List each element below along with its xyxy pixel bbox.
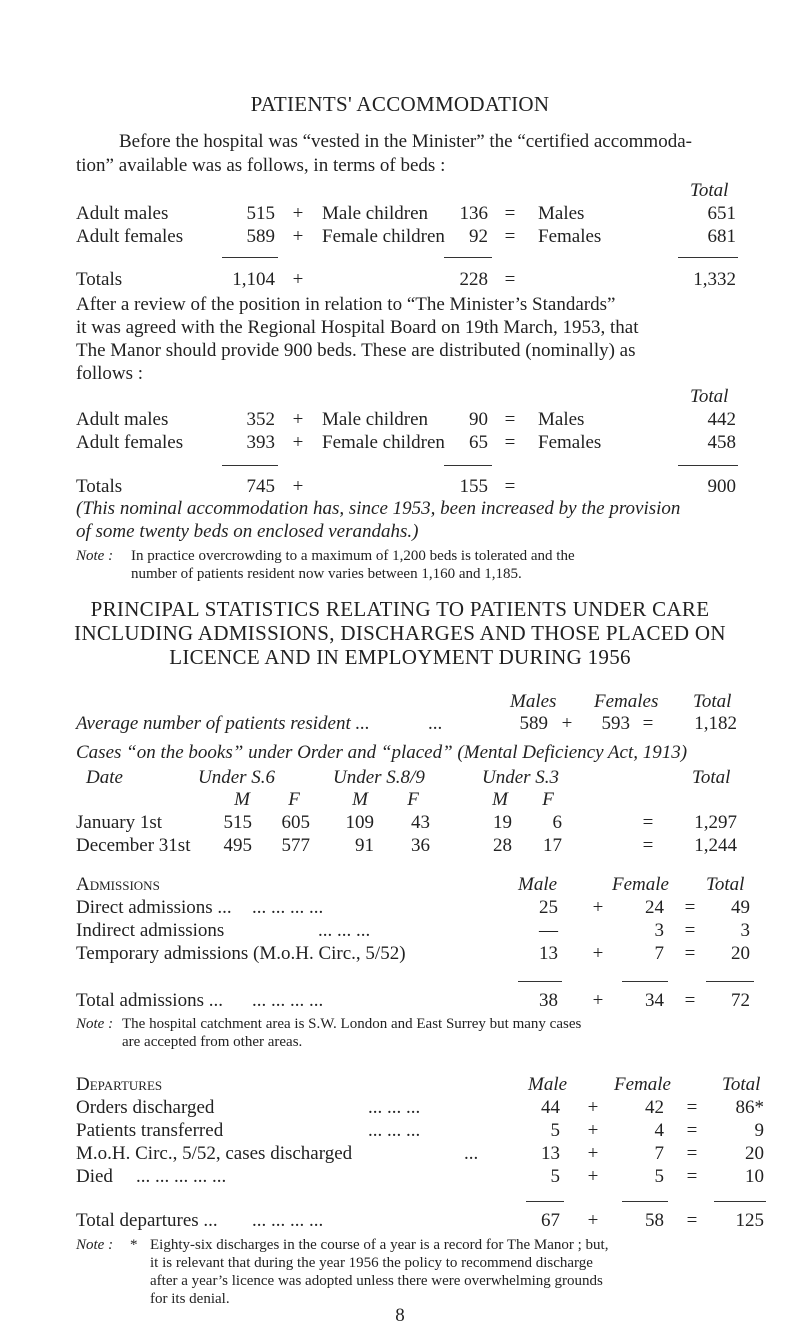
leader-dots: ... — [464, 1143, 479, 1164]
page-number: 8 — [395, 1305, 405, 1326]
s89-male: 91 — [355, 835, 374, 856]
total-cell: 1,297 — [694, 812, 737, 833]
female-total: 58 — [645, 1210, 664, 1231]
sex-label: Females — [538, 432, 602, 453]
note1-line-2: number of patients resident now varies between 1,160 and 1,185. — [131, 566, 522, 582]
review-line-2: it was agreed with the Regional Hospital Board on 19th March, 1953, that — [76, 317, 639, 338]
equals-sign: = — [504, 476, 516, 497]
sum-rule — [714, 1201, 766, 1202]
child-count: 136 — [459, 203, 488, 224]
total-header: Total — [693, 691, 732, 712]
s3-header: Under S.3 — [482, 767, 560, 788]
total-count: 442 — [707, 409, 736, 430]
sum-rule — [518, 981, 562, 982]
departures-note-line-3: after a year’s licence was adopted unless there were overwhelming grounds — [150, 1273, 603, 1289]
females-header: Females — [594, 691, 659, 712]
review-line-4: follows : — [76, 363, 144, 384]
review-line-1: After a review of the position in relation to “The Minister’s Standards” — [76, 294, 616, 315]
total-count: 20 — [731, 943, 750, 964]
female-count: 7 — [654, 1143, 664, 1164]
leader-dots: ... ... ... — [368, 1097, 421, 1118]
male-total: 67 — [541, 1210, 560, 1231]
equals-sign: = — [504, 226, 516, 247]
male-subheader: M — [492, 789, 508, 810]
child-label: Female children — [322, 226, 445, 247]
plus-sign: + — [292, 432, 304, 453]
female-subheader: F — [407, 789, 419, 810]
equals-sign: = — [684, 920, 696, 941]
row-label: Indirect admissions — [76, 920, 225, 941]
equals-sign: = — [686, 1166, 698, 1187]
section-heading-line-1: PRINCIPAL STATISTICS RELATING TO PATIENTS UNDER CARE — [90, 597, 710, 621]
female-count: 42 — [645, 1097, 664, 1118]
row-label: Adult males — [76, 203, 169, 224]
row-label: Adult females — [76, 432, 184, 453]
s6-male: 495 — [223, 835, 252, 856]
total-header: Total — [706, 874, 745, 895]
total-count: 9 — [754, 1120, 764, 1141]
adult-total: 745 — [246, 476, 275, 497]
equals-sign: = — [686, 1143, 698, 1164]
row-label: Patients transferred — [76, 1120, 224, 1141]
equals-sign: = — [686, 1120, 698, 1141]
plus-sign: + — [292, 226, 304, 247]
leader-dots: ... — [428, 713, 443, 734]
equals-sign: = — [684, 897, 696, 918]
note-label: Note : — [76, 1237, 114, 1253]
s6-header: Under S.6 — [198, 767, 276, 788]
equals-sign: = — [684, 943, 696, 964]
female-count: 5 — [654, 1166, 664, 1187]
female-header: Female — [612, 874, 669, 895]
nominal-note-line-1: (This nominal accommodation has, since 1953, been increased by the provision — [76, 498, 681, 519]
plus-sign: + — [592, 990, 604, 1011]
child-count: 90 — [469, 409, 488, 430]
plus-sign: + — [587, 1166, 599, 1187]
equals-sign: = — [504, 432, 516, 453]
female-count: 4 — [654, 1120, 664, 1141]
average-males: 589 — [519, 713, 548, 734]
total-count: 651 — [707, 203, 736, 224]
child-label: Male children — [322, 203, 429, 224]
total-count: 10 — [745, 1166, 764, 1187]
adult-count: 589 — [246, 226, 275, 247]
total-count: 681 — [707, 226, 736, 247]
sum-rule — [444, 257, 492, 258]
row-label: M.o.H. Circ., 5/52, cases discharged — [76, 1143, 353, 1164]
plus-sign: + — [592, 943, 604, 964]
s3-male: 28 — [493, 835, 512, 856]
average-females: 593 — [601, 713, 630, 734]
plus-sign: + — [292, 476, 304, 497]
equals-sign: = — [684, 990, 696, 1011]
sum-rule — [444, 465, 492, 466]
plus-sign: + — [292, 203, 304, 224]
equals-sign: = — [504, 203, 516, 224]
equals-sign: = — [686, 1210, 698, 1231]
section-heading-line-2: INCLUDING ADMISSIONS, DISCHARGES AND THOSE PLACED ON — [74, 621, 726, 645]
equals-sign: = — [504, 409, 516, 430]
plus-sign: + — [587, 1120, 599, 1141]
female-subheader: F — [542, 789, 554, 810]
sum-rule — [222, 257, 278, 258]
intro-line-1: Before the hospital was “vested in the Minister” the “certified accommoda- — [119, 131, 692, 152]
leader-dots: ... ... ... ... — [252, 897, 324, 918]
child-total: 228 — [459, 269, 488, 290]
row-label: Orders discharged — [76, 1097, 215, 1118]
grand-total: 1,332 — [693, 269, 736, 290]
s6-female: 577 — [281, 835, 310, 856]
leader-dots: ... ... ... ... — [252, 990, 324, 1011]
child-count: 92 — [469, 226, 488, 247]
date-header: Date — [86, 767, 123, 788]
female-total: 34 — [645, 990, 664, 1011]
note-label: Note : — [76, 1016, 114, 1032]
sex-label: Females — [538, 226, 602, 247]
totals-label: Totals — [76, 269, 123, 290]
table1-total-header: Total — [690, 180, 729, 201]
review-line-3: The Manor should provide 900 beds. These are distributed (nominally) as — [76, 340, 636, 361]
total-count: 458 — [707, 432, 736, 453]
plus-sign: + — [587, 1143, 599, 1164]
female-count: 24 — [645, 897, 664, 918]
total-cell: 1,244 — [694, 835, 737, 856]
male-subheader: M — [234, 789, 250, 810]
average-total: 1,182 — [694, 713, 737, 734]
note1-line-1: In practice overcrowding to a maximum of 1,200 beds is tolerated and the — [131, 548, 575, 564]
intro-line-2: tion” available was as follows, in terms of beds : — [76, 155, 446, 176]
equals-sign: = — [504, 269, 516, 290]
male-count: — — [539, 920, 558, 941]
leader-dots: ... ... ... — [318, 920, 371, 941]
s89-female: 43 — [411, 812, 430, 833]
departures-note-line-2: it is relevant that during the year 1956 the policy to recommend discharge — [150, 1255, 593, 1271]
section-heading-line-3: LICENCE AND IN EMPLOYMENT DURING 1956 — [169, 645, 631, 669]
total-count: 49 — [731, 897, 750, 918]
grand-total: 900 — [707, 476, 736, 497]
male-header: Male — [528, 1074, 568, 1095]
row-label: Adult males — [76, 409, 169, 430]
sex-label: Males — [538, 409, 585, 430]
departures-title: Departures — [76, 1074, 163, 1095]
total-label: Total admissions ... — [76, 990, 223, 1011]
total-header: Total — [692, 767, 731, 788]
equals-sign: = — [642, 713, 654, 734]
sum-rule — [706, 981, 754, 982]
male-count: 13 — [539, 943, 558, 964]
leader-dots: ... ... ... ... — [252, 1210, 324, 1231]
sum-rule — [678, 257, 738, 258]
male-count: 44 — [541, 1097, 560, 1118]
admissions-title: Admissions — [76, 874, 160, 895]
s6-male: 515 — [223, 812, 252, 833]
note-label: Note : — [76, 548, 114, 564]
equals-sign: = — [686, 1097, 698, 1118]
male-count: 5 — [550, 1120, 560, 1141]
total-count: 3 — [740, 920, 750, 941]
sum-rule — [526, 1201, 564, 1202]
female-header: Female — [614, 1074, 671, 1095]
page-title: PATIENTS' ACCOMMODATION — [250, 92, 550, 116]
plus-sign: + — [587, 1097, 599, 1118]
sum-rule — [678, 465, 738, 466]
table2-total-header: Total — [690, 386, 729, 407]
date-cell: January 1st — [76, 812, 163, 833]
plus-sign: + — [292, 269, 304, 290]
male-header: Male — [518, 874, 558, 895]
sum-rule — [222, 465, 278, 466]
sex-label: Males — [538, 203, 585, 224]
equals-sign: = — [642, 835, 654, 856]
males-header: Males — [510, 691, 557, 712]
cases-title: Cases “on the books” under Order and “placed” (Mental Deficiency Act, 1913) — [76, 742, 688, 763]
adult-count: 352 — [246, 409, 275, 430]
male-count: 25 — [539, 897, 558, 918]
grand-total: 72 — [731, 990, 750, 1011]
female-count: 7 — [654, 943, 664, 964]
departures-note-line-1: Eighty-six discharges in the course of a year is a record for The Manor ; but, — [150, 1237, 609, 1253]
grand-total: 125 — [735, 1210, 764, 1231]
average-label: Average number of patients resident ... — [76, 713, 370, 734]
child-label: Female children — [322, 432, 445, 453]
row-label: Direct admissions ... — [76, 897, 232, 918]
adult-count: 393 — [246, 432, 275, 453]
leader-dots: ... ... ... — [368, 1120, 421, 1141]
child-total: 155 — [459, 476, 488, 497]
row-label: Temporary admissions (M.o.H. Circ., 5/52) — [76, 943, 406, 964]
totals-label: Totals — [76, 476, 123, 497]
s3-female: 17 — [543, 835, 562, 856]
child-count: 65 — [469, 432, 488, 453]
sum-rule — [622, 981, 668, 982]
s89-male: 109 — [345, 812, 374, 833]
row-label: Adult females — [76, 226, 184, 247]
leader-dots: ... ... ... ... ... — [136, 1166, 227, 1187]
male-total: 38 — [539, 990, 558, 1011]
row-label: Died — [76, 1166, 113, 1187]
adult-total: 1,104 — [232, 269, 275, 290]
plus-sign: + — [587, 1210, 599, 1231]
total-count: 20 — [745, 1143, 764, 1164]
male-subheader: M — [352, 789, 368, 810]
asterisk-marker: * — [130, 1237, 138, 1253]
date-cell: December 31st — [76, 835, 191, 856]
male-count: 13 — [541, 1143, 560, 1164]
sum-rule — [622, 1201, 668, 1202]
admissions-note-line-1: The hospital catchment area is S.W. London and East Surrey but many cases — [122, 1016, 582, 1032]
plus-sign: + — [561, 713, 573, 734]
admissions-note-line-2: are accepted from other areas. — [122, 1034, 303, 1050]
adult-count: 515 — [246, 203, 275, 224]
s3-male: 19 — [493, 812, 512, 833]
equals-sign: = — [642, 812, 654, 833]
female-count: 3 — [654, 920, 664, 941]
s6-female: 605 — [281, 812, 310, 833]
total-header: Total — [722, 1074, 761, 1095]
s89-female: 36 — [411, 835, 430, 856]
nominal-note-line-2: of some twenty beds on enclosed verandahs.) — [76, 521, 419, 542]
departures-note-line-4: for its denial. — [150, 1291, 230, 1307]
plus-sign: + — [292, 409, 304, 430]
child-label: Male children — [322, 409, 429, 430]
s89-header: Under S.8/9 — [333, 767, 425, 788]
male-count: 5 — [550, 1166, 560, 1187]
female-subheader: F — [288, 789, 300, 810]
total-label: Total departures ... — [76, 1210, 218, 1231]
total-count: 86* — [735, 1097, 764, 1118]
plus-sign: + — [592, 897, 604, 918]
s3-female: 6 — [552, 812, 562, 833]
